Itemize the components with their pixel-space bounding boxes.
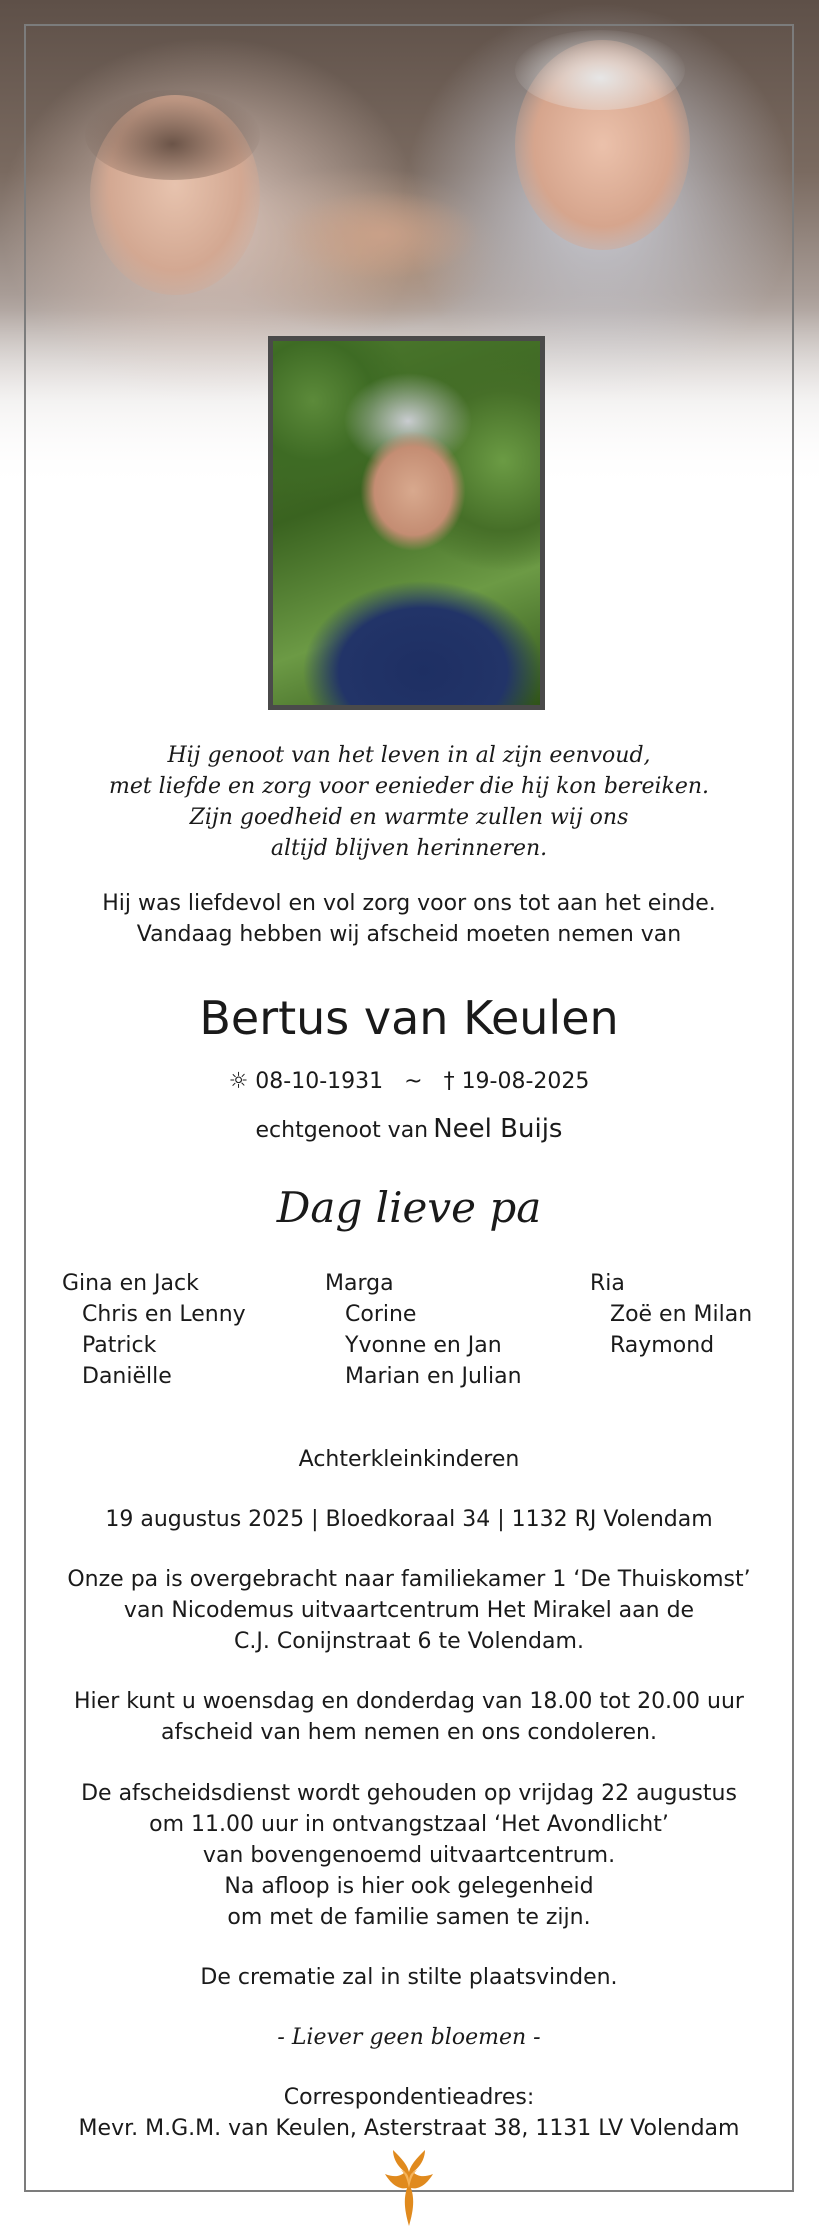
info-line: van Nicodemus uitvaartcentrum Het Mirakel aan de [123,1598,695,1623]
family-member: Marian en Julian [345,1364,522,1389]
info-line: om 11.00 uur in ontvangstzaal ‘Het Avondlicht’ [149,1812,669,1837]
family-head: Ria [590,1271,625,1296]
info-paragraph-2 [24,1686,794,1748]
family-member: Yvonne en Jan [345,1333,502,1358]
info-line: De crematie zal in stilte plaatsvinden. [200,1965,618,1990]
no-flowers-note: - Liever geen bloemen - [277,2025,541,2050]
family-member: Patrick [82,1333,157,1358]
family-head: Marga [325,1271,394,1296]
info-line: afscheid van hem nemen en ons condoleren. [161,1720,657,1745]
verse-line: met liefde en zorg voor eenieder die hij kon bereiken. [108,774,710,799]
birth-date: 08-10-1931 [255,1069,384,1094]
family-member: Zoë en Milan [610,1302,753,1327]
info-line: Onze pa is overgebracht naar familiekamer 1 ‘De Thuiskomst’ [67,1567,751,1592]
cross-icon: † [443,1069,455,1094]
family-member: Raymond [610,1333,715,1358]
info-paragraph-1 [24,1564,794,1657]
intro-line: Vandaag hebben wij afscheid moeten nemen van [136,922,682,947]
correspondence-label: Correspondentieadres: [283,2085,535,2110]
family-member: Corine [345,1302,417,1327]
info-line: Hier kunt u woensdag en donderdag van 18.00 tot 20.00 uur [74,1689,744,1714]
info-line: van bovengenoemd uitvaartcentrum. [202,1843,616,1868]
info-line: Na afloop is hier ook gelegenheid [224,1874,594,1899]
verse-line: altijd blijven herinneren. [270,836,548,861]
home-address-line: 19 augustus 2025 | Bloedkoraal 34 | 1132 RJ Volendam [105,1507,713,1532]
info-paragraph-4 [24,1962,794,1993]
portrait-photo [268,336,545,710]
verse-line: Zijn goedheid en warmte zullen wij ons [189,805,629,830]
family-column-3 [590,1268,752,1361]
date-separator: ~ [404,1069,423,1094]
memorial-verse [24,740,794,864]
family-column-1 [62,1268,246,1392]
verse-line: Hij genoot van het leven in al zijn eenvoud, [167,743,651,768]
deceased-name: Bertus van Keulen [199,991,619,1045]
info-paragraph-3 [24,1778,794,1933]
spouse-label: echtgenoot van [255,1118,429,1143]
spouse-name: Neel Buijs [433,1114,563,1144]
death-date: 19-08-2025 [461,1069,590,1094]
family-member: Daniëlle [82,1364,172,1389]
phoenix-icon [379,2148,439,2228]
info-line: om met de familie samen te zijn. [227,1905,591,1930]
info-line: De afscheidsdienst wordt gehouden op vrijdag 22 augustus [81,1781,737,1806]
family-member: Chris en Lenny [82,1302,246,1327]
intro-line: Hij was liefdevol en vol zorg voor ons tot aan het einde. [102,891,716,916]
sun-icon: ☼ [228,1069,249,1094]
correspondence-block [24,2082,794,2144]
info-line: C.J. Conijnstraat 6 te Volendam. [234,1629,584,1654]
life-dates [24,1066,794,1097]
family-head: Gina en Jack [62,1271,199,1296]
spouse-line [24,1112,794,1149]
farewell-text: Dag lieve pa [276,1183,542,1232]
correspondence-address: Mevr. M.G.M. van Keulen, Asterstraat 38, 1131 LV Volendam [78,2116,740,2141]
intro-text [24,888,794,950]
family-column-2 [325,1268,522,1392]
great-grandchildren: Achterkleinkinderen [298,1447,520,1472]
